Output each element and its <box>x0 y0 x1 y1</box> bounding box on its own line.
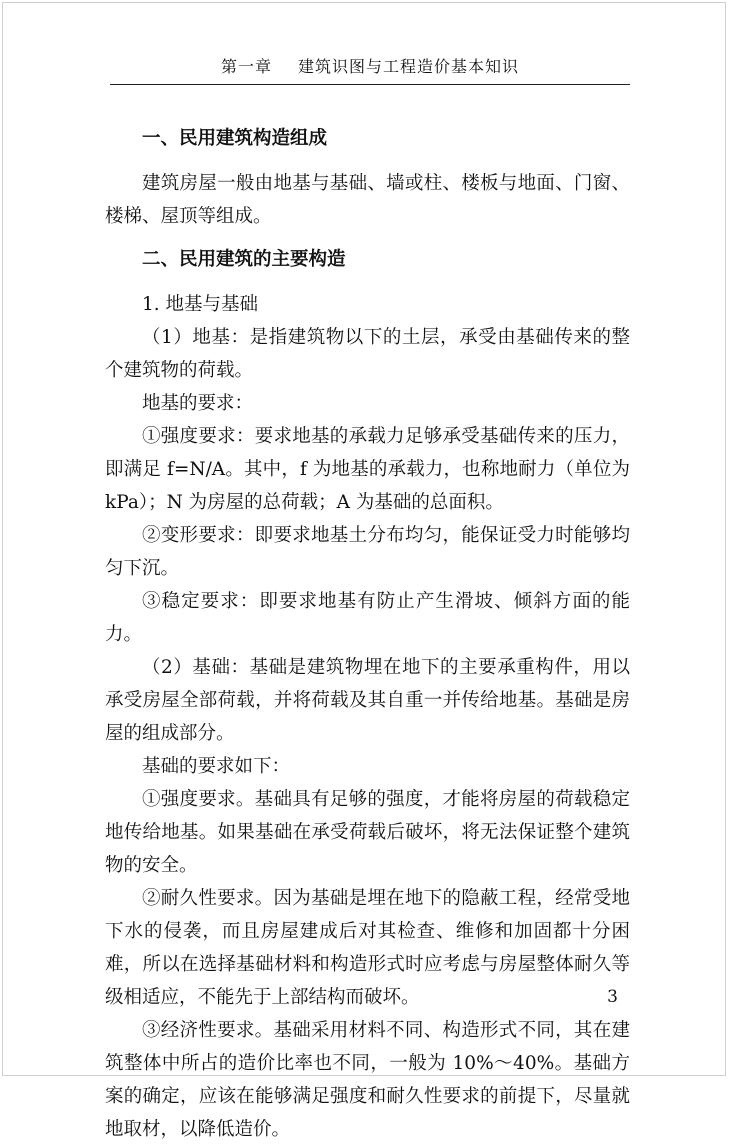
paragraph: （1）地基：是指建筑物以下的土层，承受由基础传来的整个建筑物的荷载。 <box>105 327 630 381</box>
paragraph: 建筑房屋一般由地基与基础、墙或柱、楼板与地面、门窗、楼梯、屋顶等组成。 <box>105 173 630 227</box>
paragraph: 基础的要求如下： <box>142 756 291 777</box>
paragraph: （2）基础：基础是建筑物埋在地下的主要承重构件，用以承受房屋全部荷载，并将荷载及其自重一并传给地基。基础是房屋的组成部分。 <box>105 657 630 744</box>
section-heading-1: 一、民用建筑构造组成 <box>142 128 328 149</box>
chapter-title: 建筑识图与工程造价基本知识 <box>298 57 520 76</box>
page-number: 3 <box>607 987 618 1007</box>
subsection-heading: 1. 地基与基础 <box>142 294 259 315</box>
paragraph: ②变形要求：即要求地基土分布均匀，能保证受力时能够均匀下沉。 <box>105 525 630 579</box>
body-text <box>105 116 630 1146</box>
paragraph: 地基的要求： <box>142 393 254 414</box>
paragraph: ③稳定要求：即要求地基有防止产生滑坡、倾斜方面的能力。 <box>105 591 630 645</box>
paragraph: ③经济性要求。基础采用材料不同、构造形式不同，其在建筑整体中所占的造价比率也不同，一般为 10%～40%。基础方案的确定，应该在能够满足强度和耐久性要求的前提下，尽量就地取材，以降低造价。 <box>105 1020 630 1140</box>
header-rule <box>110 84 630 85</box>
paragraph: ①强度要求。基础具有足够的强度，才能将房屋的荷载稳定地传给地基。如果基础在承受荷载后破坏，将无法保证整个建筑物的安全。 <box>105 789 630 876</box>
paragraph: ②耐久性要求。因为基础是埋在地下的隐蔽工程，经常受地下水的侵袭，而且房屋建成后对其检查、维修和加固都十分困难，所以在选择基础材料和构造形式时应考虑与房屋整体耐久等级相适应，不能先于上部结构而破坏。 <box>105 888 630 1008</box>
chapter-label: 第一章 <box>220 57 272 76</box>
running-header <box>110 54 630 77</box>
paragraph: ①强度要求：要求地基的承载力足够承受基础传来的压力，即满足 f=N/A。其中，f 为地基的承载力，也称地耐力（单位为 kPa）；N 为房屋的总荷载；A 为基础的总面积。 <box>105 426 630 513</box>
section-heading-2: 二、民用建筑的主要构造 <box>142 249 346 270</box>
